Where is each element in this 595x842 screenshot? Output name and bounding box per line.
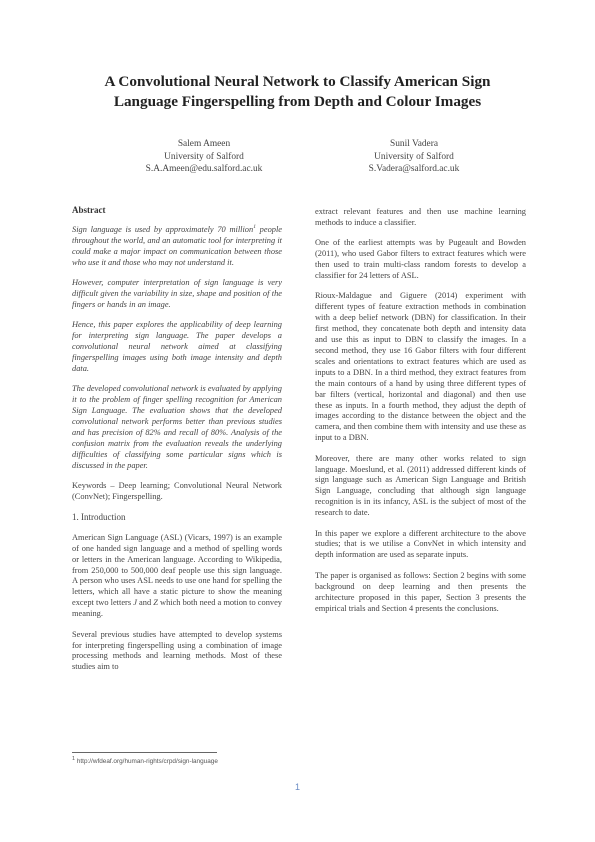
intro-text: and <box>136 598 154 608</box>
intro-paragraph-2: Several previous studies have attempted to develop systems for interpreting fingerspelling using a combination of image processing methods and learning methods. Most of these studies aim to <box>72 629 282 672</box>
right-column <box>315 207 526 614</box>
author-block-2 <box>314 138 514 176</box>
intro-text: American Sign Language (ASL) (Vicars, 1997) is an example of one handed sign language and a method of spelling words or letters in the American language. According to Wikipedia, from 250,000 to 500,000 deaf people use this sign language. A person who uses ASL needs to use one hand for spelling the letters, which all have a static picture to show the meaning except two letters <box>72 532 282 608</box>
abstract-paragraph-2: However, computer interpretation of sign language is very difficult given the variability in size, shape and position of the fingers or hands in an image. <box>72 278 282 309</box>
intro-text: which both need a motion to convey meaning. <box>72 598 282 619</box>
paper-title <box>60 72 535 112</box>
left-column <box>72 205 282 673</box>
right-paragraph-2: One of the earliest attempts was by Pugeault and Bowden (2011), who used Gabor filters to extract features which were then used to train multi-class random forests to develop a classifier for 24 letters of ASL. <box>315 238 526 281</box>
letter-j: J <box>133 598 137 608</box>
right-paragraph-5: In this paper we explore a different architecture to the above studies; that is we utilise a ConvNet in which intensity and depth information are used as separate inputs. <box>315 528 526 560</box>
author-affiliation: University of Salford <box>164 151 244 162</box>
author-email: S.Vadera@salford.ac.uk <box>368 164 460 175</box>
footnote <box>72 755 218 765</box>
author-email: S.A.Ameen@edu.salford.ac.uk <box>145 164 263 175</box>
right-paragraph-3: Rioux-Maldague and Giguere (2014) experiment with different types of feature extraction methods in combination with a deep belief network (DBN) for classification. In their first method, they concatenate both depth and intensity data and use this as input to DBN to classify the images. In a second method, they use 16 Gabor filters with four different scales and orientations to extract features which are used as inputs to a DBN. In a third method, they extract features from the main contours of a hand by using three different types of bar filters (vertical, horizontal and diagonal) and then use these as inputs. In a fourth method, they adjust the depth of images according to the distance between the object and the camera, and then combine them with intensity and use these as input to a DBN. <box>315 291 526 443</box>
abstract-paragraph-4: The developed convolutional network is evaluated by applying it to the problem of finger spelling recognition for American Sign Language. The evaluation shows that the developed convolutional network performs better than previous studies and has precision of 82% and recall of 80%. Analysis of the confusion matrix from the evaluation reveals the underlying difficulties of classifying some particular signs which is discussed in the paper. <box>72 384 282 470</box>
footnote-divider <box>72 752 217 753</box>
footnote-link[interactable]: http://wfdeaf.org/human-rights/crpd/sign-language <box>75 758 218 765</box>
abstract-text: people throughout the world, and an automatic tool for interpreting it could make a major impact on communication between those who use it and those who may not understand it. <box>72 225 282 267</box>
page-number: 1 <box>294 782 300 792</box>
author-name: Sunil Vadera <box>390 139 438 149</box>
author-name: Salem Ameen <box>177 139 231 149</box>
author-affiliation: University of Salford <box>374 151 454 162</box>
letter-z: Z <box>153 598 158 608</box>
footnote-marker: 1 <box>253 224 256 231</box>
abstract-paragraph-1 <box>72 225 282 269</box>
right-paragraph-6: The paper is organised as follows: Section 2 begins with some background on deep learning and then presents the architecture proposed in this paper, Section 3 presents the empirical trials and Section 4 presents the conclusions. <box>315 570 526 613</box>
section-heading-introduction: 1. Introduction <box>72 512 126 523</box>
footnote-marker: 1 <box>72 755 76 762</box>
author-block-1 <box>104 138 304 176</box>
title-line-2: Language Fingerspelling from Depth and Colour Images <box>113 93 482 110</box>
keywords: Keywords – Deep learning; Convolutional Neural Network (ConvNet); Fingerspelling. <box>72 481 282 502</box>
right-paragraph-1: extract relevant features and then use machine learning methods to induce a classifier. <box>315 207 526 227</box>
abstract-text: Sign language is used by approximately 70 million <box>72 225 254 234</box>
abstract-paragraph-3: Hence, this paper explores the applicability of deep learning for interpreting sign language. The paper develops a convolutional neural network aimed at classifying fingerspelling images using both image intensity and depth data. <box>72 320 282 373</box>
abstract-heading: Abstract <box>72 205 106 215</box>
intro-paragraph-1 <box>72 533 282 620</box>
title-line-1: A Convolutional Neural Network to Classify American Sign <box>104 73 491 90</box>
right-paragraph-4: Moreover, there are many other works related to sign language. Moeslund, et al. (2011) addressed different kinds of sign language such as American Sign Language and British Sign Language, concluding that although sign language recognition is in its infancy, ASL is the subject of most of the research to date. <box>315 453 526 518</box>
